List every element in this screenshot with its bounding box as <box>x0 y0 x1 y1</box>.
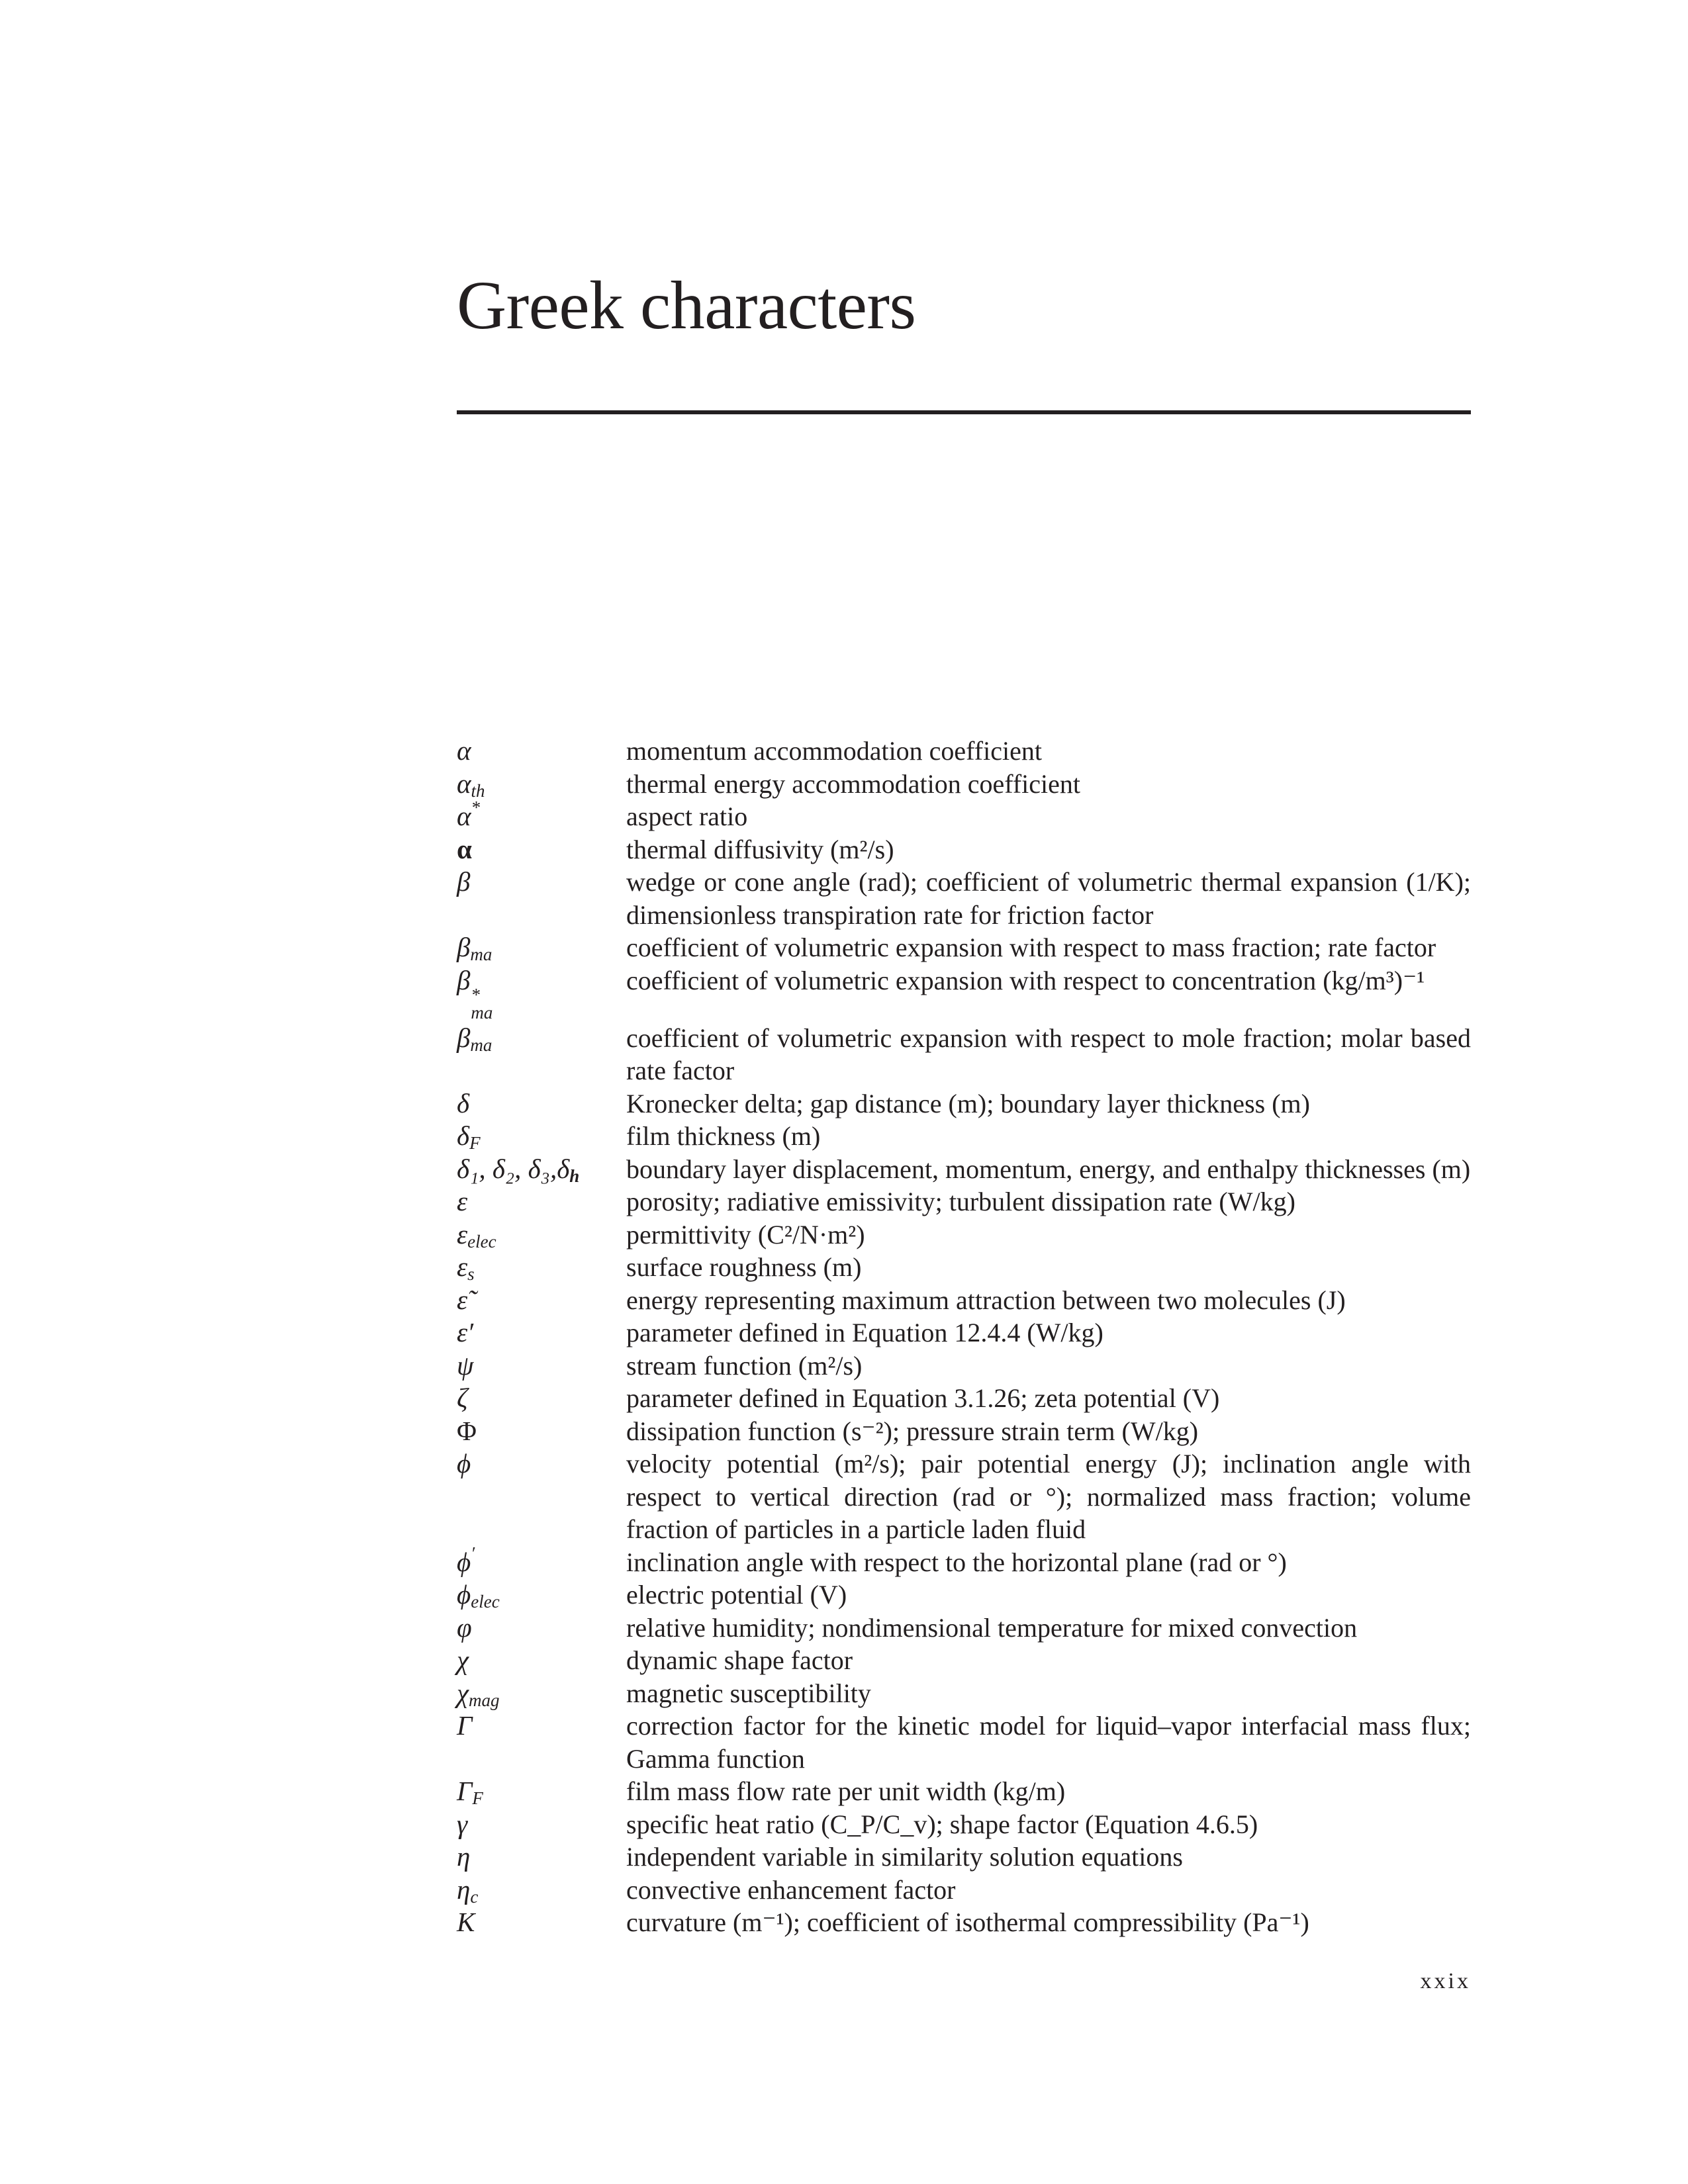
entry-description: relative humidity; nondimensional temperature for mixed convection <box>626 1612 1358 1643</box>
entry-description: boundary layer displacement, momentum, energy, and enthalpy thicknesses (m) <box>626 1154 1471 1184</box>
list-item <box>457 1349 1471 1383</box>
entry-symbol: β * ma <box>457 964 493 1023</box>
entry-symbol: δ <box>457 1087 470 1118</box>
entry-description: dissipation function (s⁻²); pressure strain term (W/kg) <box>626 1416 1199 1446</box>
entry-symbol: η <box>457 1841 471 1872</box>
entry-symbol: α <box>457 833 472 864</box>
list-item <box>457 1153 1471 1186</box>
page-title: Greek characters <box>457 267 916 343</box>
entry-description: stream function (m²/s) <box>626 1350 863 1381</box>
list-item <box>457 964 1471 1022</box>
list-item <box>457 1316 1471 1349</box>
list-item <box>457 1677 1471 1710</box>
entry-description: correction factor for the kinetic model for liquid–vapor interfacial mass flux; Gamma function <box>626 1711 1471 1774</box>
entry-symbol: α <box>457 735 471 766</box>
entry-description: independent variable in similarity solution equations <box>626 1842 1183 1872</box>
entry-description: coefficient of volumetric expansion with respect to concentration (kg/m³)⁻¹ <box>626 965 1425 995</box>
list-item <box>457 1447 1471 1546</box>
entry-symbol: $\beta_{ma}$ <box>457 1022 492 1055</box>
list-item <box>457 1808 1471 1841</box>
list-item <box>457 1284 1471 1317</box>
entry-description: parameter defined in Equation 12.4.4 (W/kg) <box>626 1318 1103 1347</box>
entry-symbol: Φ <box>457 1415 477 1446</box>
entry-symbol: $\delta_F$ <box>457 1120 481 1153</box>
list-item <box>457 1022 1471 1087</box>
entry-description: energy representing maximum attraction between two molecules (J) <box>626 1285 1346 1315</box>
page-number: xxix <box>1420 1969 1471 1993</box>
entry-description: porosity; radiative emissivity; turbulent dissipation rate (W/kg) <box>626 1187 1295 1216</box>
entry-description: magnetic susceptibility <box>626 1678 871 1708</box>
entry-description: surface roughness (m) <box>626 1252 862 1282</box>
list-item <box>457 1775 1471 1808</box>
list-item <box>457 735 1471 768</box>
entry-description: film thickness (m) <box>626 1121 821 1151</box>
list-item <box>457 1415 1471 1448</box>
entry-symbol: φ <box>457 1612 472 1643</box>
list-item <box>457 1841 1471 1874</box>
entry-description: thermal diffusivity (m²/s) <box>626 834 894 864</box>
list-item <box>457 1120 1471 1153</box>
list-item <box>457 768 1471 801</box>
entry-symbol: χ <box>457 1645 469 1675</box>
entry-symbol: K <box>457 1907 475 1937</box>
entry-symbol: $\varepsilon_{elec}$ <box>457 1218 496 1251</box>
entry-symbol: $\alpha_{th}$ <box>457 768 485 801</box>
list-item <box>457 1644 1471 1677</box>
entry-description: velocity potential (m²/s); pair potential energy (J); inclination angle with respect to vertical direction (rad or °); normalized mass fraction; volume fraction of particles in a particle laden fluid <box>626 1449 1471 1544</box>
entry-description: coefficient of volumetric expansion with respect to mass fraction; rate factor <box>626 933 1436 962</box>
entry-symbol: $\eta_c$ <box>457 1874 479 1907</box>
entry-symbol: $\chi_{mag}$ <box>457 1677 500 1710</box>
list-item <box>457 1087 1471 1120</box>
entry-description: momentum accommodation coefficient <box>626 736 1042 766</box>
list-item <box>457 797 1471 833</box>
list-item <box>457 1185 1471 1218</box>
list-item <box>457 1251 1471 1284</box>
entry-symbol: Γ <box>457 1710 473 1741</box>
entry-symbol: γ <box>457 1808 468 1839</box>
entry-symbol: β <box>457 866 471 897</box>
entry-description: electric potential (V) <box>626 1580 847 1610</box>
entry-description: coefficient of volumetric expansion with respect to mole fraction; molar based rate factor <box>626 1023 1471 1085</box>
entry-description: aspect ratio <box>626 801 748 831</box>
entry-symbol: $\beta_{ma}$ <box>457 932 492 964</box>
entry-symbol: ϕ <box>457 1448 471 1479</box>
entry-description: thermal energy accommodation coefficient <box>626 768 1081 799</box>
list-item <box>457 1382 1471 1415</box>
entry-symbol: δ₁, δ₂, $\delta_3,\delta_h$ <box>457 1153 580 1186</box>
symbol-list <box>457 735 1471 1939</box>
list-item <box>457 1874 1471 1907</box>
entry-description: dynamic shape factor <box>626 1645 853 1675</box>
list-item <box>457 1906 1471 1939</box>
entry-description: parameter defined in Equation 3.1.26; zeta potential (V) <box>626 1383 1220 1413</box>
entry-description: permittivity (C²/N·m²) <box>626 1219 865 1250</box>
entry-description: curvature (m⁻¹); coefficient of isothermal compressibility (Pa⁻¹) <box>626 1907 1309 1937</box>
entry-description: inclination angle with respect to the horizontal plane (rad or °) <box>626 1547 1287 1577</box>
list-item <box>457 1218 1471 1251</box>
entry-symbol: ψ <box>457 1349 474 1381</box>
list-item <box>457 1578 1471 1612</box>
entry-symbol: $\Gamma_F$ <box>457 1776 483 1808</box>
entry-symbol: ϕ′ <box>457 1543 475 1577</box>
entry-description: film mass flow rate per unit width (kg/m) <box>626 1776 1066 1806</box>
entry-symbol: ε̃ <box>457 1284 468 1315</box>
list-item <box>457 833 1471 866</box>
entry-symbol: ε <box>457 1186 468 1216</box>
title-rule <box>457 410 1471 414</box>
list-item <box>457 1709 1471 1775</box>
list-item <box>457 866 1471 931</box>
entry-symbol: ζ <box>457 1383 468 1413</box>
entry-description: wedge or cone angle (rad); coefficient of volumetric thermal expansion (1/K); dimensionless transpiration rate for friction factor <box>626 867 1471 930</box>
entry-symbol: ε′ <box>457 1317 474 1347</box>
entry-description: Kronecker delta; gap distance (m); boundary layer thickness (m) <box>626 1088 1310 1118</box>
entry-symbol: α* <box>457 797 481 831</box>
entry-description: convective enhancement factor <box>626 1874 956 1905</box>
list-item <box>457 1612 1471 1645</box>
entry-symbol: $\phi_{elec}$ <box>457 1579 500 1612</box>
entry-symbol: $\varepsilon_s$ <box>457 1251 475 1284</box>
list-item <box>457 1543 1471 1579</box>
entry-description: specific heat ratio (C_P/C_v); shape factor (Equation 4.6.5) <box>626 1809 1258 1839</box>
list-item <box>457 931 1471 964</box>
